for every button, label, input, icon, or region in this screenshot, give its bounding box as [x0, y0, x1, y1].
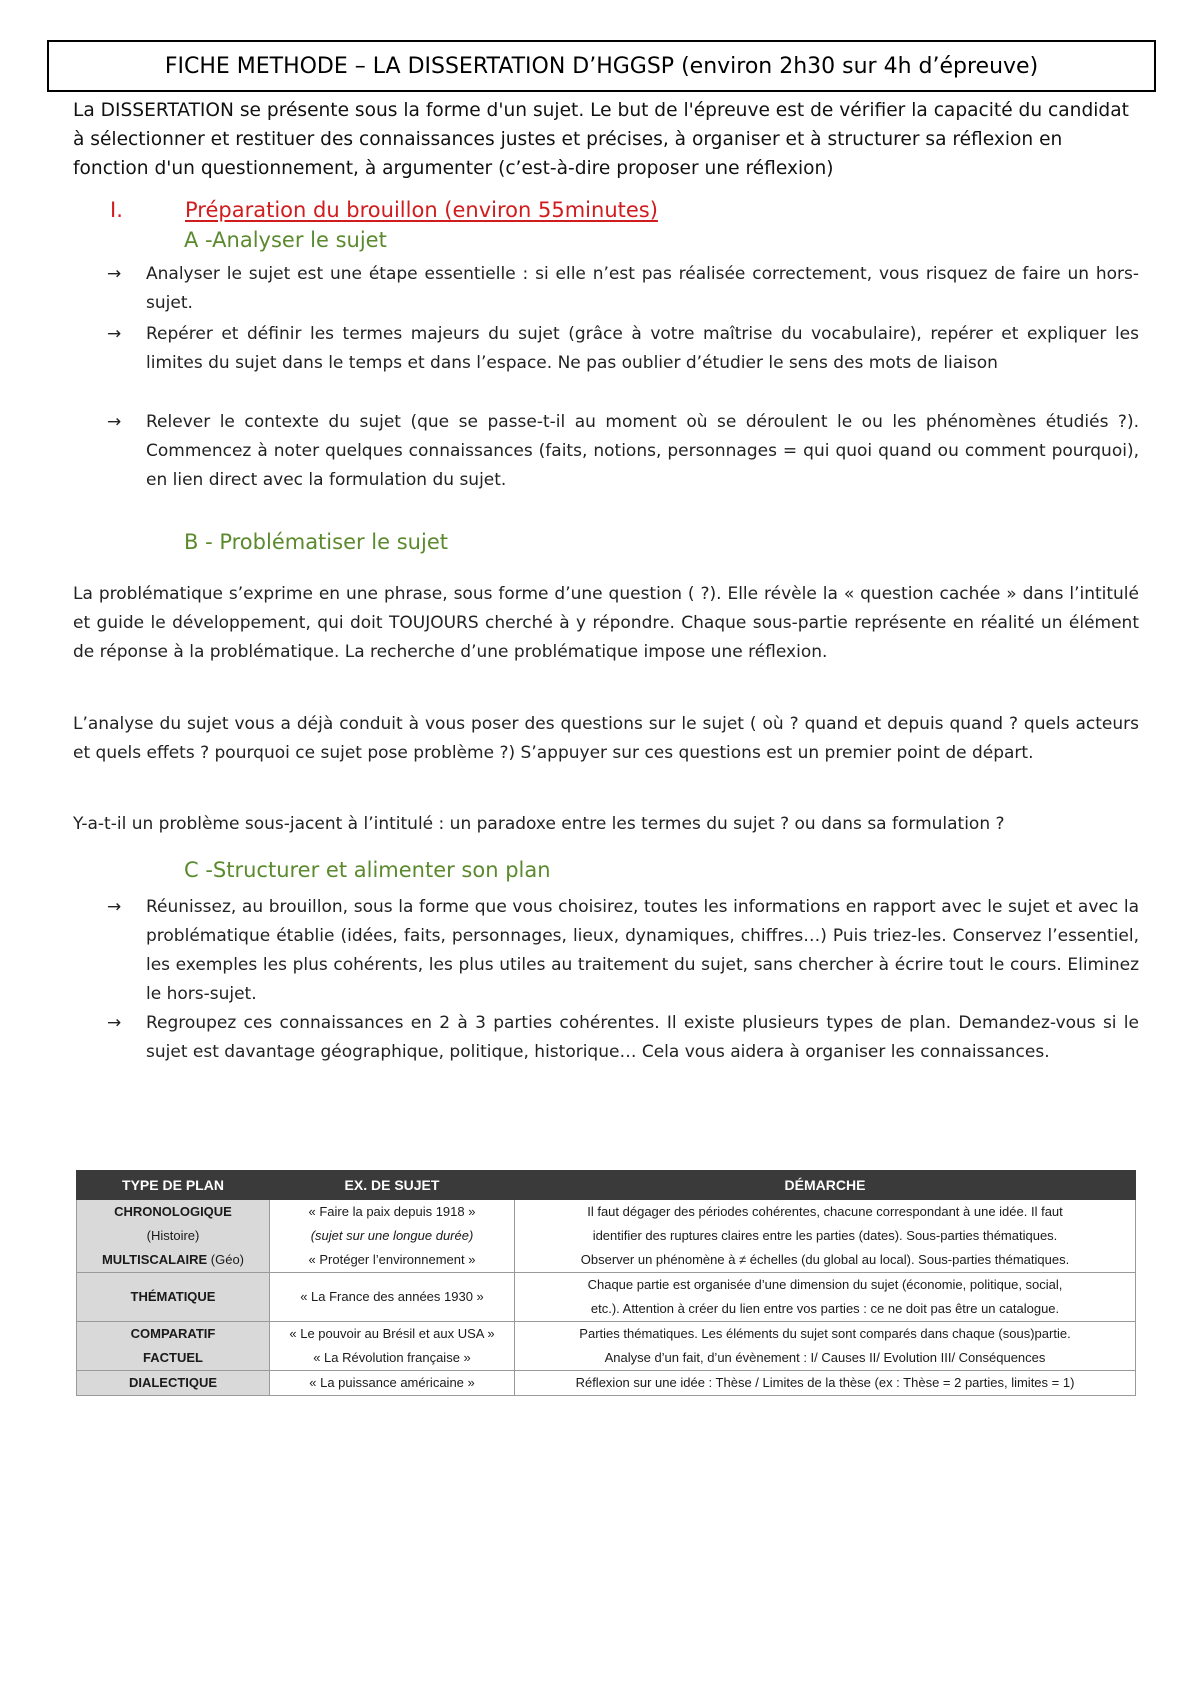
- table-row: [77, 1322, 1136, 1371]
- problematique-paragraph-1: La problématique s’exprime en une phrase, sous forme d’une question ( ?). Elle révèle la « question cachée » dans l’intitulé et guide le développement, qui doit TOUJOURS cherché à y répondre. Chaque sous-partie représente en réalité un élément de réponse à la problématique. La recherche d’une problématique impose une réflexion.: [73, 584, 1139, 662]
- arrow-icon: →: [107, 412, 122, 432]
- table-row: [77, 1200, 1136, 1273]
- plan-type-cell: CHRONOLOGIQUE (Histoire) MULTISCALAIRE (Géo): [77, 1200, 270, 1273]
- section-1-number: I.: [110, 198, 123, 222]
- plan-type-cell: THÉMATIQUE: [77, 1273, 270, 1322]
- example-cell: « Le pouvoir au Brésil et aux USA » « La Révolution française »: [270, 1322, 515, 1371]
- list-item: → Repérer et définir les termes majeurs du sujet (grâce à votre maîtrise du vocabulaire), repérer et expliquer les limites du sujet dans le temps et dans l’espace. Ne pas oublier d’étudier le sens des mots de liaison: [107, 320, 1139, 378]
- list-item: → Réunissez, au brouillon, sous la forme que vous choisirez, toutes les informations en rapport avec le sujet et avec la problématique établie (idées, faits, personnages, lieux, dynamiques, chiffres…) Puis triez-les. Conservez l’essentiel, les exemples les plus cohérents, les plus utiles au traitement du sujet, sans chercher à écrire tout le cours. Eliminez le hors-sujet.: [107, 893, 1139, 1009]
- plan-type-cell: COMPARATIF FACTUEL: [77, 1322, 270, 1371]
- subsection-b-heading: B - Problématiser le sujet: [184, 530, 448, 554]
- section-1-title: Préparation du brouillon (environ 55minutes): [185, 198, 658, 222]
- section-1-heading: [110, 198, 658, 222]
- column-header-example: EX. DE SUJET: [270, 1171, 515, 1200]
- table-row: [77, 1273, 1136, 1322]
- intro-paragraph: La DISSERTATION se présente sous la forme d'un sujet. Le but de l'épreuve est de vérifier la capacité du candidat à sélectionner et restituer des connaissances justes et précises, à organiser et à structurer sa réflexion en fonction d'un questionnement, à argumenter (c’est-à-dire proposer une réflexion): [73, 100, 1129, 179]
- list-item: → Relever le contexte du sujet (que se passe-t-il au moment où se déroulent le ou les phénomènes étudiés ?). Commencez à noter quelques connaissances (faits, notions, personnages = qui quoi quand ou comment pourquoi), en lien direct avec la formulation du sujet.: [107, 408, 1139, 495]
- approach-cell: Chaque partie est organisée d’une dimension du sujet (économie, politique, social, etc.). Attention à créer du lien entre vos parties : ce ne doit pas être un catalogue.: [515, 1273, 1136, 1322]
- plan-type-cell: DIALECTIQUE: [77, 1371, 270, 1396]
- list-item: → Regroupez ces connaissances en 2 à 3 parties cohérentes. Il existe plusieurs types de plan. Demandez-vous si le sujet est davantage géographique, politique, historique… Cela vous aidera à organiser les connaissances.: [107, 1009, 1139, 1067]
- example-cell: « La puissance américaine »: [270, 1371, 515, 1396]
- problematique-paragraph-3: Y-a-t-il un problème sous-jacent à l’intitulé : un paradoxe entre les termes du sujet ? ou dans sa formulation ?: [73, 814, 1005, 834]
- column-header-type: TYPE DE PLAN: [77, 1171, 270, 1200]
- column-header-approach: DÉMARCHE: [515, 1171, 1136, 1200]
- subsection-c-bullets: [107, 893, 1139, 1067]
- approach-cell: Parties thématiques. Les éléments du sujet sont comparés dans chaque (sous)partie. Analyse d’un fait, d’un évènement : I/ Causes II/ Evolution III/ Conséquences: [515, 1322, 1136, 1371]
- list-item: → Analyser le sujet est une étape essentielle : si elle n’est pas réalisée correctement, vous risquez de faire un hors-sujet.: [107, 260, 1139, 318]
- table-row: [77, 1371, 1136, 1396]
- table-header-row: [77, 1171, 1136, 1200]
- example-cell: « Faire la paix depuis 1918 » (sujet sur une longue durée) « Protéger l’environnement »: [270, 1200, 515, 1273]
- example-cell: « La France des années 1930 »: [270, 1273, 515, 1322]
- approach-cell: Il faut dégager des périodes cohérentes, chacune correspondant à une idée. Il faut identifier des ruptures claires entre les parties (dates). Sous-parties thématiques. Observer un phénomène à ≠ échelles (du global au local). Sous-parties thématiques.: [515, 1200, 1136, 1273]
- arrow-icon: →: [107, 897, 122, 917]
- page-title: FICHE METHODE – LA DISSERTATION D’HGGSP (environ 2h30 sur 4h d’épreuve): [47, 40, 1156, 92]
- arrow-icon: →: [107, 1013, 122, 1033]
- subsection-a-heading: A -Analyser le sujet: [184, 228, 387, 252]
- plan-types-table: [76, 1170, 1136, 1396]
- arrow-icon: →: [107, 324, 122, 344]
- arrow-icon: →: [107, 264, 122, 284]
- problematique-paragraph-2: L’analyse du sujet vous a déjà conduit à vous poser des questions sur le sujet ( où ? quand et depuis quand ? quels acteurs et quels effets ? pourquoi ce sujet pose problème ?) S’appuyer sur ces questions est un premier point de départ.: [73, 714, 1139, 763]
- subsection-a-bullets: [107, 260, 1139, 495]
- approach-cell: Réflexion sur une idée : Thèse / Limites de la thèse (ex : Thèse = 2 parties, limites = 1): [515, 1371, 1136, 1396]
- subsection-c-heading: C -Structurer et alimenter son plan: [184, 858, 551, 882]
